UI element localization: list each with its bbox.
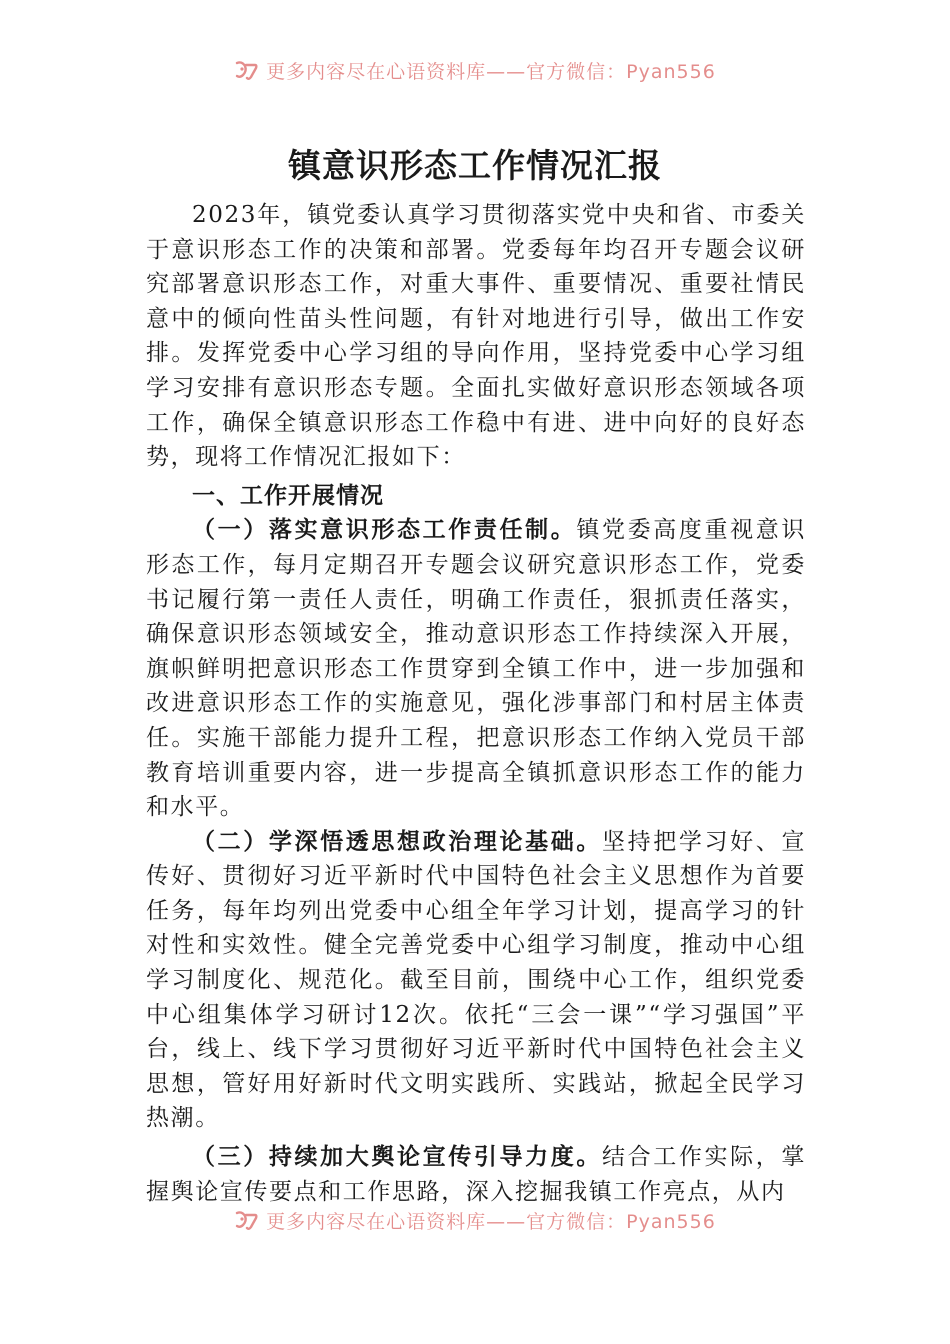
watermark-bottom bbox=[0, 1206, 950, 1234]
item-body-1: 镇党委高度重视意识形态工作，每月定期召开专题会议研究意识形态工作，党委书记履行第一责任人责任，明确工作责任，狠抓责任落实，确保意识形态领域安全，推动意识形态工作持续深入开展，旗帜鲜明把意识形态工作贯穿到全镇工作中，进一步加强和改进意识形态工作的实施意见，强化涉事部门和村居主体责任。实施干部能力提升工程，把意识形态工作纳入党员干部教育培训重要内容，进一步提高全镇抓意识形态工作的能力和水平。 bbox=[146, 517, 806, 821]
brand-logo-icon bbox=[234, 59, 260, 81]
item-paragraph-1 bbox=[146, 513, 806, 824]
watermark-top bbox=[0, 56, 950, 84]
item-paragraph-2 bbox=[146, 825, 806, 1136]
item-body-3: 结合工作实际，掌握舆论宣传要点和工作思路，深入挖掘我镇工作亮点，从内 bbox=[146, 1144, 806, 1205]
item-paragraph-3 bbox=[146, 1140, 806, 1209]
item-body-2: 坚持把学习好、宣传好、贯彻好习近平新时代中国特色社会主义思想作为首要任务，每年均列出党委中心组全年学习计划，提高学习的针对性和实效性。健全完善党委中心组学习制度，推动中心组学习制度化、规范化。截至目前，围绕中心工作，组织党委中心组集体学习研讨12次。依托“三会一课”“学习强国”平台，线上、线下学习贯彻好习近平新时代中国特色社会主义思想，管好用好新时代文明实践所、实践站，掀起全民学习热潮。 bbox=[146, 828, 806, 1132]
document-body bbox=[146, 198, 806, 1213]
item-lead-3: （三）持续加大舆论宣传引导力度。 bbox=[192, 1144, 603, 1171]
watermark-text: 更多内容尽在心语资料库——官方微信：Pyan556 bbox=[266, 60, 716, 83]
watermark-text: 更多内容尽在心语资料库——官方微信：Pyan556 bbox=[266, 1210, 716, 1233]
brand-logo-icon bbox=[234, 1209, 260, 1231]
section-heading: 一、工作开展情况 bbox=[192, 482, 384, 509]
item-lead-2: （二）学深悟透思想政治理论基础。 bbox=[192, 828, 603, 855]
item-lead-1: （一）落实意识形态工作责任制。 bbox=[192, 517, 577, 544]
document-title: 镇意识形态工作情况汇报 bbox=[288, 146, 662, 185]
intro-paragraph: 2023年，镇党委认真学习贯彻落实党中央和省、市委关于意识形态工作的决策和部署。党委每年均召开专题会议研究部署意识形态工作，对重大事件、重要情况、重要社情民意中的倾向性苗头性问题，有针对地进行引导，做出工作安排。发挥党委中心学习组的导向作用，坚持党委中心学习组学习安排有意识形态专题。全面扎实做好意识形态领域各项工作，确保全镇意识形态工作稳中有进、进中向好的良好态势，现将工作情况汇报如下： bbox=[146, 202, 806, 471]
